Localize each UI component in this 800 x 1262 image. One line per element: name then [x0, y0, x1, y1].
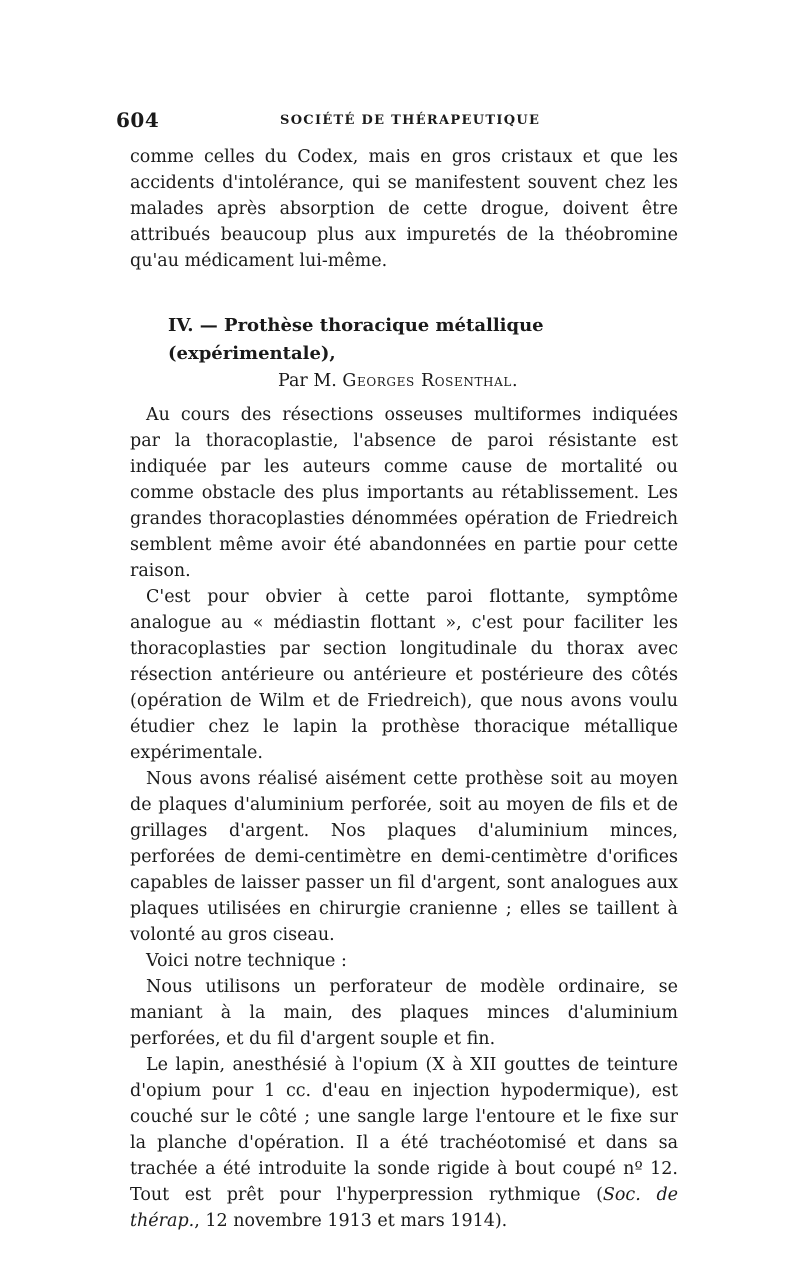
byline-prefix: Par M.: [278, 371, 337, 391]
paragraph-6: [130, 1052, 678, 1234]
byline-author: Georges Rosenthal.: [342, 371, 519, 391]
paragraph-2: C'est pour obvier à cette paroi flottante, symptôme analogue au « médiastin flottant », c'est pour faciliter les thoracoplasties par section longitudinale du thorax avec résection antérieure ou antérieure et postérieure des côtés (opération de Wilm et de Friedreich), que nous avons voulu étudier chez le lapin la prothèse thoracique métallique expérimentale.: [130, 587, 678, 763]
paragraph-1: Au cours des résections osseuses multiformes indiquées par la thoracoplastie, l'absence de paroi résistante est indiquée par les auteurs comme cause de mortalité ou comme obstacle des plus importants au rétablissement. Les grandes thoracoplasties dénommées opération de Friedreich semblent même avoir été abandonnées en partie pour cette raison.: [130, 405, 678, 581]
section-heading: IV. — Prothèse thoracique métallique (expérimentale),: [168, 315, 544, 364]
journal-title: SOCIÉTÉ DE THÉRAPEUTIQUE: [280, 113, 541, 128]
journal-reference: Soc. de thérap.: [130, 1185, 678, 1231]
running-head: [116, 108, 678, 144]
paragraph-5: Nous utilisons un perforateur de modèle ordinaire, se maniant à la main, des plaques minces d'aluminium perforées, et du fil d'argent souple et fin.: [130, 977, 678, 1049]
paragraph-6-text-after: , 12 novembre 1913 et mars 1914).: [194, 1211, 508, 1231]
page: [116, 108, 678, 1234]
paragraph-6-text-before: Le lapin, anesthésié à l'opium (X à XII gouttes de teinture d'opium pour 1 cc. d'eau en injection hypodermique), est couché sur le côté ; une sangle large l'entoure et le fixe sur la planche d'opération. Il a été trachéotomisé et dans sa trachée a été introduite la sonde rigide à bout coupé nº 12. Tout est prêt pour l'hyperpression rythmique (: [130, 1055, 678, 1205]
paragraph-3: Nous avons réalisé aisément cette prothèse soit au moyen de plaques d'aluminium perforée, soit au moyen de fils et de grillages d'argent. Nos plaques d'aluminium minces, perforées de demi-centimètre en demi-centimètre d'orifices capables de laisser passer un fil d'argent, sont analogues aux plaques utilisées en chirurgie cranienne ; elles se taillent à volonté au gros ciseau.: [130, 769, 678, 945]
intro-paragraph: comme celles du Codex, mais en gros cristaux et que les accidents d'intolérance, qui se manifestent souvent chez les malades après absorption de cette drogue, doivent être attribués beaucoup plus aux impuretés de la théobromine qu'au médicament lui-même.: [130, 147, 678, 271]
paragraph-4: Voici notre technique :: [146, 951, 347, 971]
page-number: 604: [116, 108, 160, 132]
byline: [130, 368, 678, 394]
